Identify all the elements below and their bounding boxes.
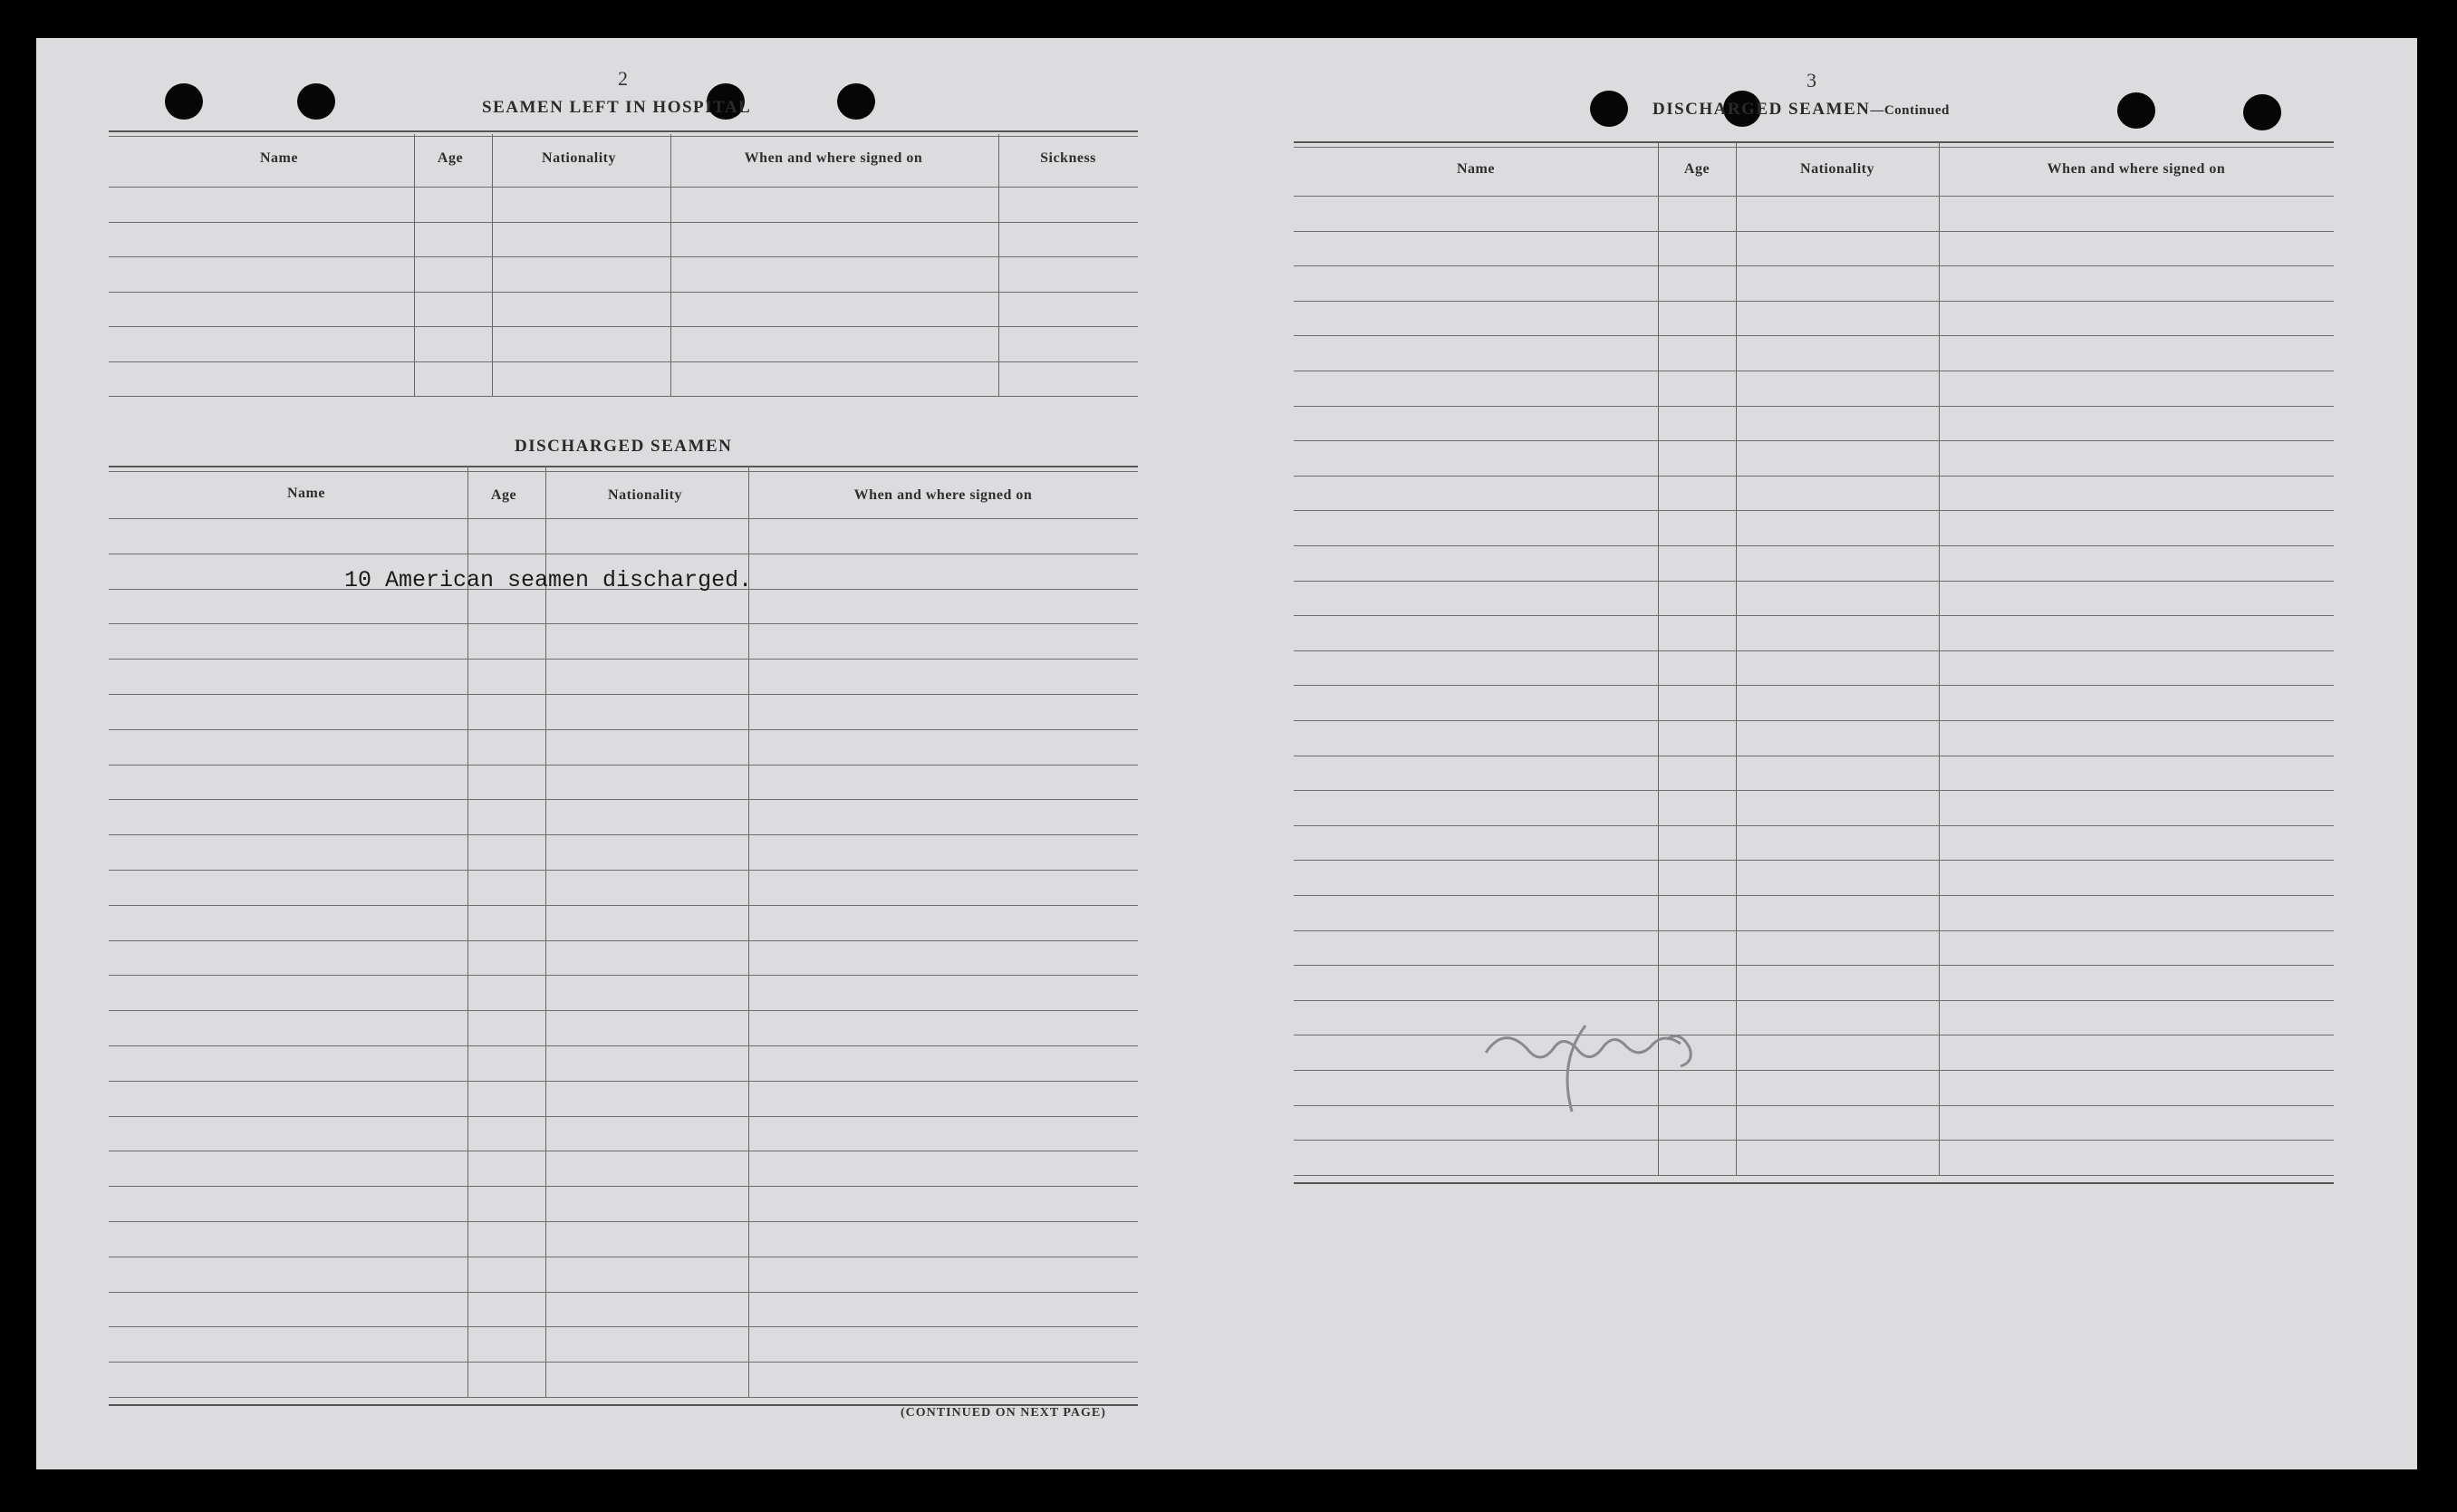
ruled-line [109, 1292, 1138, 1293]
hospital-col-sickness: Sickness [1040, 150, 1096, 166]
discharged-col-age: Age [490, 487, 517, 503]
column-divider [545, 466, 546, 1397]
ruled-line [1294, 335, 2334, 336]
ruled-line [1294, 510, 2334, 511]
ruled-line [109, 1081, 1138, 1082]
ruled-line [109, 659, 1138, 660]
discharged-col-nationality: Nationality [608, 487, 682, 503]
right-col-name: Name [1457, 161, 1495, 177]
ruled-line [109, 1362, 1138, 1363]
ruled-line [109, 326, 1138, 327]
column-divider [492, 134, 493, 396]
hospital-col-nationality: Nationality [542, 150, 616, 166]
ruled-line [109, 905, 1138, 906]
column-divider [414, 134, 415, 396]
ruled-line [109, 940, 1138, 941]
punch-hole [2243, 94, 2281, 130]
ruled-line [1294, 685, 2334, 686]
ruled-line [109, 1186, 1138, 1187]
ruled-line [1294, 265, 2334, 266]
hospital-section-title: SEAMEN LEFT IN HOSPITAL [482, 98, 752, 117]
ruled-line [109, 1397, 1138, 1398]
ledger-sheet [36, 38, 2417, 1469]
left-page-number: 2 [618, 67, 628, 90]
faint-signature-mark [1450, 989, 1749, 1125]
punch-hole [2117, 92, 2155, 129]
ruled-line [109, 396, 1138, 397]
ruled-line [109, 292, 1138, 293]
ruled-line [109, 765, 1138, 766]
ruled-line [109, 1221, 1138, 1222]
continued-title-suffix: —Continued [1870, 103, 1950, 118]
column-divider [467, 466, 468, 1397]
hospital-col-name: Name [260, 150, 298, 166]
ruled-line [1294, 1140, 2334, 1141]
ruled-line [1294, 615, 2334, 616]
ruled-line [1294, 301, 2334, 302]
ruled-line [1294, 930, 2334, 931]
ruled-line [109, 187, 1138, 188]
ruled-line [1294, 895, 2334, 896]
ruled-line [1294, 545, 2334, 546]
ruled-line [109, 694, 1138, 695]
ruled-line [1294, 825, 2334, 826]
ruled-line [1294, 790, 2334, 791]
punch-hole [837, 83, 875, 120]
ruled-line [109, 1116, 1138, 1117]
ruled-line [109, 222, 1138, 223]
ruled-line [1294, 860, 2334, 861]
ruled-line [109, 1045, 1138, 1046]
punch-hole [165, 83, 203, 120]
ruled-line [109, 623, 1138, 624]
column-divider [670, 134, 671, 396]
hospital-col-age: Age [437, 150, 464, 166]
punch-hole [297, 83, 335, 120]
ruled-line [1294, 965, 2334, 966]
right-col-when-where: When and where signed on [2047, 161, 2226, 177]
ruled-line [109, 1010, 1138, 1011]
ruled-line [109, 975, 1138, 976]
discharged-section-title: DISCHARGED SEAMEN [515, 437, 733, 456]
hospital-col-when-where: When and where signed on [744, 150, 923, 166]
ruled-line [1294, 440, 2334, 441]
ruled-line [1294, 581, 2334, 582]
column-divider [1939, 143, 1940, 1175]
ruled-line [109, 1326, 1138, 1327]
column-divider [748, 466, 749, 1397]
ruled-line [1294, 1175, 2334, 1176]
right-col-age: Age [1683, 161, 1710, 177]
ruled-line [1294, 406, 2334, 407]
continued-footer: (CONTINUED ON NEXT PAGE) [901, 1406, 1106, 1420]
hospital-top-rule [109, 130, 1138, 132]
right-col-nationality: Nationality [1800, 161, 1874, 177]
bottom-rule [1294, 1182, 2334, 1184]
ruled-line [109, 361, 1138, 362]
right-page-number: 3 [1807, 69, 1816, 91]
column-divider [998, 134, 999, 396]
ruled-line [109, 799, 1138, 800]
discharged-col-when-where: When and where signed on [853, 487, 1033, 503]
ruled-line [1294, 650, 2334, 651]
ruled-line [109, 729, 1138, 730]
ruled-line [109, 256, 1138, 257]
discharged-col-name: Name [287, 486, 325, 501]
ruled-line [1294, 231, 2334, 232]
continued-title-main: DISCHARGED SEAMEN [1652, 100, 1871, 119]
ruled-line [1294, 196, 2334, 197]
ruled-line [109, 518, 1138, 519]
discharged-entry-text: 10 American seamen discharged. [344, 567, 753, 593]
continued-section-title [1652, 100, 1950, 120]
ruled-line [1294, 476, 2334, 477]
ruled-line [109, 834, 1138, 835]
ruled-line [1294, 720, 2334, 721]
ruled-line [109, 870, 1138, 871]
punch-hole [1590, 91, 1628, 127]
